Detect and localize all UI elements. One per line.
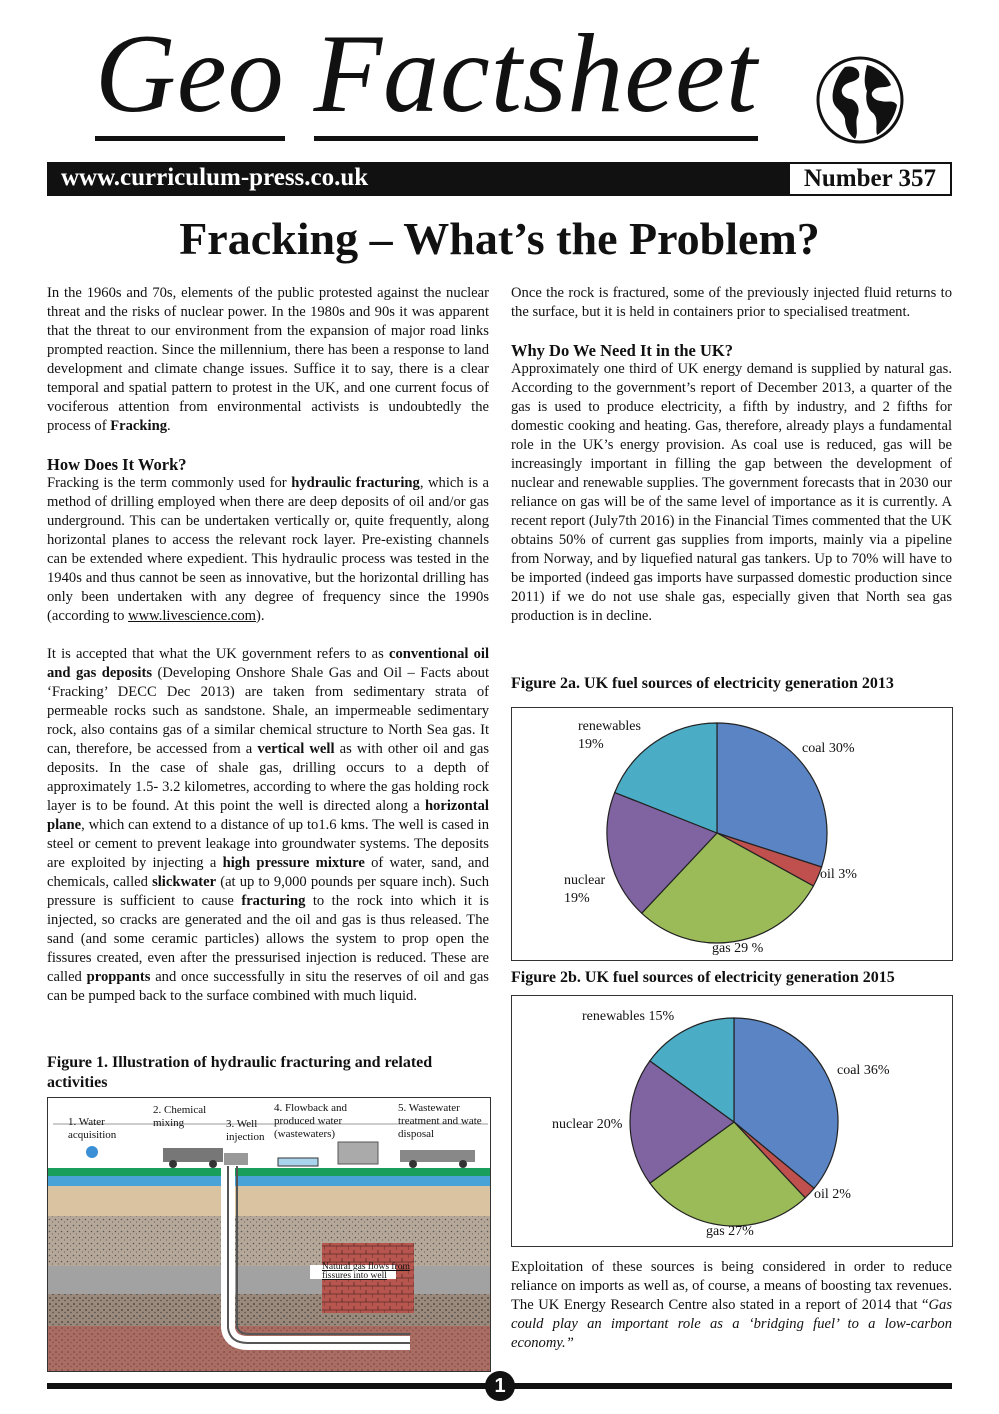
page-number: 1	[485, 1371, 515, 1401]
masthead-title	[95, 12, 795, 158]
pie-label-oil: oil 3%	[820, 867, 857, 882]
pie-label-renewables: renewables 15%	[582, 1009, 675, 1024]
figure-2a-title: Figure 2a. UK fuel sources of electricity generation 2013	[511, 675, 894, 692]
heading-why-needed: Why Do We Need It in the UK?	[511, 341, 733, 360]
issue-number: Number 357	[788, 162, 952, 196]
intro-paragraph: In the 1960s and 70s, elements of the public protested against the nuclear threat and the risks of nuclear power. In the 1980s and 90s it was apparent that the threat to our environment from the expansion of major road links prompted reaction. Since the millennium, there has been a response to land development and climate change issues. Suffice it to say, there is a clear temporal and spatial pattern to protest in the UK, and one current focus of vociferous attention from environmental activists is undoubtedly the process of Fracking.	[47, 285, 489, 434]
gas-flow-label: Natural gas flows from fissures into well	[322, 1262, 410, 1281]
header-banner	[47, 162, 952, 196]
figure-1-title: Figure 1. Illustration of hydraulic fracturing and related activities	[47, 1054, 433, 1091]
pie-label-nuclear: nuclear 20%	[552, 1117, 623, 1132]
livescience-link[interactable]: www.livescience.com	[128, 608, 256, 624]
globe-icon	[815, 55, 905, 145]
fracture-paragraph: Once the rock is fractured, some of the previously injected fluid returns to the surface, but it is held in containers prior to specialised treatment.	[511, 285, 952, 320]
figure-2b-chart	[511, 995, 953, 1247]
closing-paragraph: Exploitation of these sources is being considered in order to reduce reliance on imports as well as, of course, a means of boosting tax revenues. The UK Energy Research Centre also stated in a report of 2014 that “Gas could play an important role as a ‘bridging fuel’ to a low-carbon economy.”	[511, 1259, 952, 1351]
page-title: Fracking – What’s the Problem?	[179, 213, 820, 264]
pie-label-gas: gas 27%	[706, 1224, 754, 1239]
figure-2b-title: Figure 2b. UK fuel sources of electricity generation 2015	[511, 969, 895, 986]
figure-2a-chart	[511, 707, 953, 961]
website-url[interactable]: www.curriculum-press.co.uk	[61, 164, 369, 191]
why-paragraph: Approximately one third of UK energy demand is supplied by natural gas. According to the government’s report of December 2013, a quarter of the gas is used to produce electricity, a fifth by industry, and 2 fifths for domestic cooking and heating. Gas, therefore, already plays a fundamental role in the UK’s energy provision. As coal use is reduced, gas will be increasingly important in filling the gap between the development of nuclear and renewable supplies. The government forecasts that in 2030 our reliance on gas will be of the same level of importance as it is currently. A recent report (July7th 2016) in the Financial Times commented that the UK obtains 50% of current gas supplies from imports, mainly via a pipeline from Norway, and by liquefied natural gas tankers. Up to 70% will have to be imported (indeed gas imports have surpassed domestic production since 2011) if we do not use shale gas, especially given that North sea gas production is in decline.	[511, 361, 952, 624]
right-column	[511, 284, 952, 645]
brand-geo: Geo	[95, 12, 285, 141]
left-column	[47, 284, 489, 1025]
pie-label-oil: oil 2%	[814, 1187, 851, 1202]
step-flowback: 4. Flowback and produced water (wastewaters)	[274, 1102, 348, 1140]
step-well-injection: 3. Well injection	[226, 1118, 265, 1143]
pie-label-coal: coal 36%	[837, 1063, 890, 1078]
step-wastewater-treatment: 5. Wastewater treatment and wate disposal	[398, 1102, 482, 1140]
step-chemical-mixing: 2. Chemical mixing	[153, 1104, 207, 1129]
pie-label-gas: gas 29 %	[712, 941, 764, 956]
pie-label-coal: coal 30%	[802, 741, 855, 756]
figure-1-illustration	[47, 1097, 491, 1372]
pie-chart-2015	[512, 996, 952, 1246]
deposits-paragraph: It is accepted that what the UK government refers to as conventional oil and gas deposits (Developing Onshore Shale Gas and Oil – Facts about ‘Fracking’ DECC Dec 2013) are taken from sedimentary strata of permeable rocks such as sandstone. Shale, an impermeable sedimentary rock, also contains gas of a similar chemical structure to North Sea gas. It can, therefore, be accessed from a vertical well as with other oil and gas deposits. In the case of shale gas, drilling occurs to a depth of approximately 1.5- 3.2 kilometres, according to where the gas holding rock layer is to be found. At this point the well is directed along a horizontal plane, which can extend to a distance of up to1.6 kms. The well is cased in steel or cement to prevent leakage into groundwater systems. The deposits are exploited by injecting a high pressure mixture of water, sand, and chemicals, called slickwater (at up to 9,000 pounds per square inch). Such pressure is sufficient to cause fracturing to the rock into which it is injected, so cracks are generated and the oil and gas is thus released. The sand (and some ceramic particles) allows the system to prop open the fissures created, even after the pressurised injection is reduced. These are called proppants and once successfully in situ the reserves of oil and gas can be pumped back to the surface combined with much liquid.	[47, 646, 490, 1004]
pie-label-nuclear: nuclear 19%	[564, 873, 606, 906]
pie-chart-2013	[512, 708, 952, 960]
heading-how-it-works: How Does It Work?	[47, 455, 187, 474]
step-water-acquisition: 1. Water acquisition	[68, 1116, 117, 1141]
pie-label-renewables: renewables 19%	[578, 719, 641, 752]
how-paragraph: Fracking is the term commonly used for hydraulic fracturing, which is a method of drilling employed when there are deep deposits of oil and/or gas underground. This can be undertaken vertically or, quite frequently, along horizontal planes to access the relevant rock layer. Pre-existing channels can be extended where expedient. This hydraulic process was tested in the 1940s and thus cannot be seen as innovative, but the horizontal drilling has only been undertaken with any degree of frequency since the 1990s (according to www.livescience.com).	[47, 475, 489, 624]
brand-factsheet: Factsheet	[314, 12, 758, 141]
